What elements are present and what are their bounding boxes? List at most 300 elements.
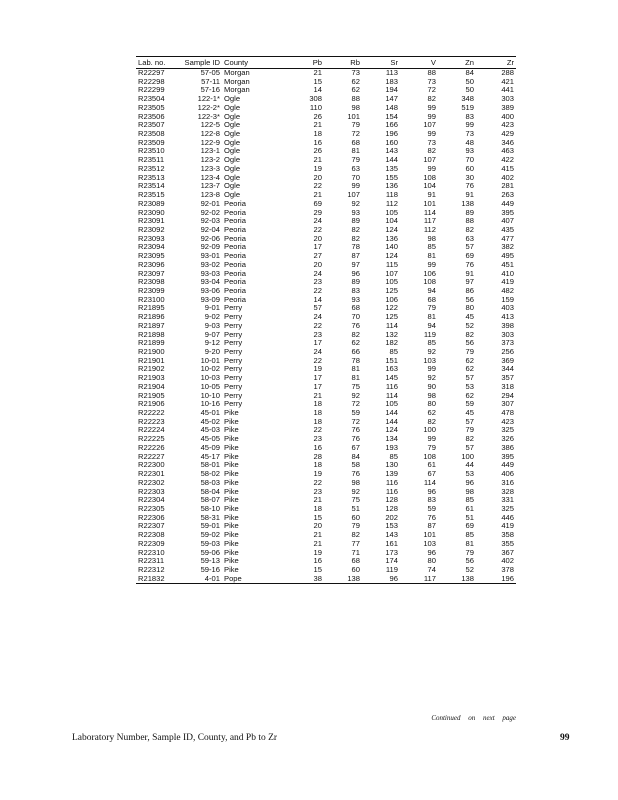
cell-pb: 15 [313, 513, 322, 522]
cell-v: 101 [423, 199, 436, 208]
cell-v: 85 [427, 243, 436, 252]
cell-rb: 82 [351, 330, 360, 339]
cell-pb: 18 [313, 504, 322, 513]
cell-sr: 153 [385, 522, 398, 531]
cell-zr: 367 [501, 548, 514, 557]
cell-sample-id: 123-7 [200, 182, 220, 191]
cell-sr: 106 [385, 295, 398, 304]
cell-v: 80 [427, 400, 436, 409]
cell-zn: 99 [465, 121, 474, 130]
cell-v: 73 [427, 138, 436, 147]
cell-rb: 68 [351, 557, 360, 566]
cell-v: 82 [427, 95, 436, 104]
cell-pb: 24 [313, 269, 322, 278]
cell-county: Perry [224, 348, 243, 356]
cell-pb: 21 [313, 391, 322, 400]
cell-sr: 166 [385, 121, 398, 130]
table-row [136, 540, 516, 549]
cell-zn: 98 [465, 487, 474, 496]
cell-rb: 77 [351, 539, 360, 548]
cell-sr: 85 [389, 452, 398, 461]
cell-sr: 140 [385, 243, 398, 252]
cell-rb: 98 [351, 478, 360, 487]
table-row [136, 95, 516, 104]
cell-lab-no: R22225 [138, 435, 165, 444]
cell-zn: 62 [465, 365, 474, 374]
table-row [136, 217, 516, 226]
cell-lab-no: R23093 [138, 234, 165, 243]
cell-sample-id: 58-31 [200, 513, 220, 522]
cell-sample-id: 58-07 [200, 496, 220, 505]
cell-zr: 406 [501, 470, 514, 479]
cell-zr: 281 [501, 182, 514, 191]
cell-zr: 463 [501, 147, 514, 156]
cell-sample-id: 10-05 [200, 382, 220, 391]
cell-rb: 71 [351, 548, 360, 557]
cell-pb: 24 [313, 348, 322, 356]
cell-lab-no: R22306 [138, 513, 165, 522]
cell-zn: 82 [465, 435, 474, 444]
cell-rb: 68 [351, 138, 360, 147]
cell-zr: 382 [501, 243, 514, 252]
cell-v: 98 [427, 234, 436, 243]
cell-sample-id: 10-16 [200, 400, 220, 409]
cell-pb: 22 [313, 286, 322, 295]
cell-county: Ogle [224, 173, 241, 182]
cell-zn: 57 [465, 417, 474, 426]
cell-v: 101 [423, 531, 436, 540]
table-row [136, 426, 516, 435]
cell-zr: 429 [501, 130, 514, 139]
cell-sample-id: 59-03 [200, 539, 220, 548]
table-row [136, 348, 516, 357]
cell-sr: 119 [385, 565, 398, 574]
cell-county: Pike [224, 417, 239, 426]
cell-zr: 482 [501, 286, 514, 295]
cell-zr: 288 [501, 68, 514, 77]
cell-sr: 130 [385, 461, 398, 470]
header-pb: Pb [276, 57, 324, 69]
cell-v: 103 [423, 539, 436, 548]
cell-v: 94 [427, 286, 436, 295]
cell-sr: 104 [385, 217, 398, 226]
cell-sr: 85 [389, 348, 398, 356]
cell-v: 98 [427, 391, 436, 400]
cell-county: Perry [224, 304, 243, 313]
cell-rb: 87 [351, 252, 360, 261]
cell-sample-id: 93-02 [200, 260, 220, 269]
cell-zn: 52 [465, 321, 474, 330]
cell-zn: 57 [465, 443, 474, 452]
cell-sr: 163 [385, 365, 398, 374]
cell-pb: 16 [313, 443, 322, 452]
cell-v: 99 [427, 260, 436, 269]
cell-pb: 21 [313, 68, 322, 77]
cell-rb: 60 [351, 513, 360, 522]
cell-sr: 147 [385, 95, 398, 104]
cell-sr: 113 [385, 68, 398, 77]
table-row [136, 549, 516, 558]
cell-sr: 155 [385, 173, 398, 182]
cell-v: 100 [423, 426, 436, 435]
header-lab-no: Lab. no. [136, 57, 182, 69]
cell-zr: 495 [501, 252, 514, 261]
table-row [136, 400, 516, 409]
cell-zn: 83 [465, 112, 474, 121]
cell-v: 94 [427, 321, 436, 330]
table-row [136, 270, 516, 279]
cell-lab-no: R23515 [138, 191, 165, 200]
cell-rb: 92 [351, 487, 360, 496]
cell-sample-id: 45-03 [200, 426, 220, 435]
cell-sr: 194 [385, 86, 398, 95]
cell-zr: 256 [501, 348, 514, 356]
cell-zr: 303 [501, 95, 514, 104]
table-row [136, 182, 516, 191]
cell-pb: 17 [313, 382, 322, 391]
cell-county: Peoria [224, 208, 246, 217]
cell-v: 82 [427, 147, 436, 156]
cell-county: Peoria [224, 278, 246, 287]
cell-lab-no: R22302 [138, 478, 165, 487]
cell-sample-id: 59-02 [200, 531, 220, 540]
cell-lab-no: R23100 [138, 295, 165, 304]
cell-county: Perry [224, 339, 243, 348]
cell-lab-no: R23095 [138, 252, 165, 261]
cell-sample-id: 4-01 [182, 575, 222, 584]
cell-lab-no: R23094 [138, 243, 165, 252]
cell-county: Ogle [224, 112, 241, 121]
cell-sr: 193 [385, 443, 398, 452]
cell-sample-id: 93-03 [200, 269, 220, 278]
table-row [136, 339, 516, 348]
cell-sr: 136 [385, 234, 398, 243]
cell-lab-no: R22222 [138, 409, 165, 418]
cell-lab-no: R23509 [138, 138, 165, 147]
cell-zn: 73 [465, 130, 474, 139]
header-sample-id: Sample ID [182, 57, 222, 69]
cell-pb: 19 [313, 164, 322, 173]
cell-zn: 82 [465, 330, 474, 339]
cell-zn: 70 [465, 156, 474, 165]
cell-rb: 62 [351, 86, 360, 95]
cell-lab-no: R21897 [138, 321, 165, 330]
cell-county: Pike [224, 531, 239, 540]
cell-rb: 76 [351, 435, 360, 444]
cell-v: 99 [427, 103, 436, 112]
cell-zr: 395 [501, 208, 514, 217]
cell-zr: 449 [501, 461, 514, 470]
table-caption: Laboratory Number, Sample ID, County, and Pb to Zr [72, 733, 278, 743]
table-row [136, 357, 516, 366]
cell-zr: 355 [501, 539, 514, 548]
table-row [136, 566, 516, 575]
table-row [136, 444, 516, 453]
table-row [136, 174, 516, 183]
cell-pb: 18 [313, 417, 322, 426]
table-row [136, 418, 516, 427]
cell-sr: 135 [385, 164, 398, 173]
cell-lab-no: R23504 [138, 95, 165, 104]
cell-zn: 50 [465, 86, 474, 95]
cell-lab-no: R22224 [138, 426, 165, 435]
cell-rb: 66 [351, 348, 360, 356]
cell-pb: 17 [313, 243, 322, 252]
table-header [136, 57, 516, 69]
cell-county: Pike [224, 452, 239, 461]
cell-zr: 477 [501, 234, 514, 243]
cell-zr: 435 [501, 225, 514, 234]
cell-pb: 21 [313, 121, 322, 130]
cell-zn: 348 [461, 95, 474, 104]
cell-sr: 148 [385, 103, 398, 112]
cell-zn: 86 [465, 286, 474, 295]
table-row [136, 130, 516, 139]
cell-rb: 62 [351, 339, 360, 348]
cell-pb: 27 [313, 252, 322, 261]
cell-lab-no: R21895 [138, 304, 165, 313]
cell-sr: 128 [385, 504, 398, 513]
cell-pb: 28 [313, 452, 322, 461]
table-row [136, 453, 516, 462]
cell-zn: 59 [465, 400, 474, 409]
cell-v: 61 [427, 461, 436, 470]
cell-v: 96 [427, 487, 436, 496]
cell-lab-no: R22305 [138, 504, 165, 513]
cell-rb: 79 [351, 156, 360, 165]
cell-zn: 50 [465, 77, 474, 86]
cell-rb: 84 [351, 452, 360, 461]
cell-pb: 19 [313, 548, 322, 557]
table-row [136, 296, 516, 305]
table-row [136, 322, 516, 331]
table-row [136, 392, 516, 401]
cell-county: Ogle [224, 147, 241, 156]
table-row [136, 104, 516, 113]
cell-zr: 415 [501, 164, 514, 173]
cell-rb: 82 [351, 225, 360, 234]
cell-sr: 196 [385, 130, 398, 139]
cell-v: 81 [427, 252, 436, 261]
cell-lab-no: R23507 [138, 121, 165, 130]
cell-sample-id: 45-17 [200, 452, 220, 461]
cell-zn: 88 [465, 217, 474, 226]
cell-county: Perry [224, 313, 243, 322]
cell-zr: 159 [501, 295, 514, 304]
cell-zn: 45 [465, 409, 474, 418]
table-row [136, 374, 516, 383]
cell-rb: 73 [351, 68, 360, 77]
cell-rb: 92 [351, 199, 360, 208]
cell-rb: 98 [351, 103, 360, 112]
cell-sample-id: 93-04 [200, 278, 220, 287]
cell-zr: 344 [501, 365, 514, 374]
cell-v: 107 [423, 121, 436, 130]
table-row [136, 365, 516, 374]
cell-v: 79 [427, 443, 436, 452]
cell-lab-no: R21902 [138, 365, 165, 374]
cell-v: 108 [423, 452, 436, 461]
table-row [136, 200, 516, 209]
cell-county: Pope [222, 575, 276, 584]
cell-rb: 72 [351, 130, 360, 139]
cell-zn: 45 [465, 313, 474, 322]
cell-lab-no: R23098 [138, 278, 165, 287]
cell-zr: 307 [501, 400, 514, 409]
cell-lab-no: R22301 [138, 470, 165, 479]
cell-lab-no: R23506 [138, 112, 165, 121]
cell-sample-id: 9-02 [204, 313, 220, 322]
cell-lab-no: R23089 [138, 199, 165, 208]
table-row [136, 488, 516, 497]
cell-county: Perry [224, 365, 243, 374]
cell-county: Pike [224, 557, 239, 566]
cell-zr: 386 [501, 443, 514, 452]
cell-rb: 72 [351, 417, 360, 426]
cell-lab-no: R22309 [138, 539, 165, 548]
cell-sr: 124 [385, 225, 398, 234]
cell-zr: 378 [501, 565, 514, 574]
cell-sr: 183 [385, 77, 398, 86]
cell-v: 99 [427, 164, 436, 173]
cell-zr: 400 [501, 112, 514, 121]
cell-pb: 14 [313, 295, 322, 304]
cell-sample-id: 122-5 [200, 121, 220, 130]
cell-zn: 56 [465, 339, 474, 348]
cell-rb: 67 [351, 443, 360, 452]
cell-pb: 23 [313, 487, 322, 496]
cell-pb: 22 [313, 356, 322, 365]
cell-zn: 85 [465, 496, 474, 505]
table-row [136, 331, 516, 340]
cell-v: 112 [423, 225, 436, 234]
cell-lab-no: R23096 [138, 260, 165, 269]
cell-rb: 63 [351, 164, 360, 173]
cell-sr: 154 [385, 112, 398, 121]
header-rb: Rb [324, 57, 362, 69]
cell-zn: 30 [465, 173, 474, 182]
cell-sample-id: 9-07 [204, 330, 220, 339]
table-row [136, 261, 516, 270]
cell-lab-no: R22223 [138, 417, 165, 426]
cell-sr: 116 [385, 487, 398, 496]
cell-county: Pike [224, 461, 239, 470]
cell-rb: 83 [351, 286, 360, 295]
cell-lab-no: R22226 [138, 443, 165, 452]
cell-sr: 116 [385, 382, 398, 391]
cell-sample-id: 122-3* [197, 112, 220, 121]
cell-pb: 23 [313, 435, 322, 444]
cell-zn: 91 [465, 191, 474, 200]
cell-zr: 196 [476, 575, 516, 584]
cell-zr: 357 [501, 374, 514, 383]
table-row [136, 235, 516, 244]
cell-sample-id: 59-06 [200, 548, 220, 557]
cell-sample-id: 59-13 [200, 557, 220, 566]
cell-v: 119 [423, 330, 436, 339]
cell-pb: 17 [313, 339, 322, 348]
table-row [136, 147, 516, 156]
cell-sr: 182 [385, 339, 398, 348]
cell-lab-no: R23510 [138, 147, 165, 156]
cell-county: Peoria [224, 243, 246, 252]
cell-zr: 451 [501, 260, 514, 269]
table-row [136, 435, 516, 444]
cell-v: 79 [427, 304, 436, 313]
cell-v: 99 [427, 435, 436, 444]
cell-rb: 58 [351, 461, 360, 470]
cell-county: Ogle [224, 191, 241, 200]
cell-rb: 82 [351, 234, 360, 243]
cell-zr: 403 [501, 304, 514, 313]
cell-county: Peoria [224, 286, 246, 295]
cell-county: Morgan [224, 68, 250, 77]
cell-sample-id: 10-10 [200, 391, 220, 400]
cell-rb: 99 [351, 182, 360, 191]
cell-sample-id: 10-01 [200, 356, 220, 365]
cell-zn: 81 [465, 539, 474, 548]
cell-lab-no: R22307 [138, 522, 165, 531]
cell-rb: 88 [351, 95, 360, 104]
cell-lab-no: R21906 [138, 400, 165, 409]
table-row [136, 531, 516, 540]
cell-sample-id: 59-16 [200, 565, 220, 574]
cell-county: Perry [224, 321, 243, 330]
cell-county: Ogle [224, 130, 241, 139]
cell-county: Pike [224, 443, 239, 452]
cell-zn: 138 [461, 199, 474, 208]
cell-zr: 358 [501, 531, 514, 540]
header-county: County [222, 57, 276, 69]
table-row [136, 69, 516, 78]
cell-county: Ogle [224, 156, 241, 165]
cell-lab-no: R23511 [138, 156, 165, 165]
table-row [136, 226, 516, 235]
cell-pb: 21 [313, 156, 322, 165]
cell-sample-id: 92-09 [200, 243, 220, 252]
cell-pb: 23 [313, 278, 322, 287]
cell-county: Pike [224, 513, 239, 522]
cell-rb: 60 [351, 565, 360, 574]
cell-rb: 93 [351, 208, 360, 217]
cell-lab-no: R21832 [136, 575, 182, 584]
cell-sr: 114 [385, 321, 398, 330]
cell-sr: 105 [385, 400, 398, 409]
cell-zn: 91 [465, 269, 474, 278]
cell-pb: 20 [313, 234, 322, 243]
header-v: V [400, 57, 438, 69]
cell-pb: 15 [313, 565, 322, 574]
cell-sr: 115 [385, 260, 398, 269]
cell-sr: 143 [385, 147, 398, 156]
cell-sample-id: 59-01 [200, 522, 220, 531]
cell-sample-id: 123-8 [200, 191, 220, 200]
table-row [136, 496, 516, 505]
cell-pb: 69 [313, 199, 322, 208]
cell-county: Pike [224, 426, 239, 435]
cell-sample-id: 9-12 [204, 339, 220, 348]
cell-county: Ogle [224, 138, 241, 147]
cell-zn: 53 [465, 470, 474, 479]
cell-sample-id: 58-02 [200, 470, 220, 479]
cell-rb: 76 [351, 426, 360, 435]
cell-pb: 18 [313, 130, 322, 139]
cell-pb: 16 [313, 557, 322, 566]
cell-county: Peoria [224, 295, 246, 304]
cell-rb: 51 [351, 504, 360, 513]
cell-sr: 125 [385, 286, 398, 295]
cell-v: 99 [427, 112, 436, 121]
